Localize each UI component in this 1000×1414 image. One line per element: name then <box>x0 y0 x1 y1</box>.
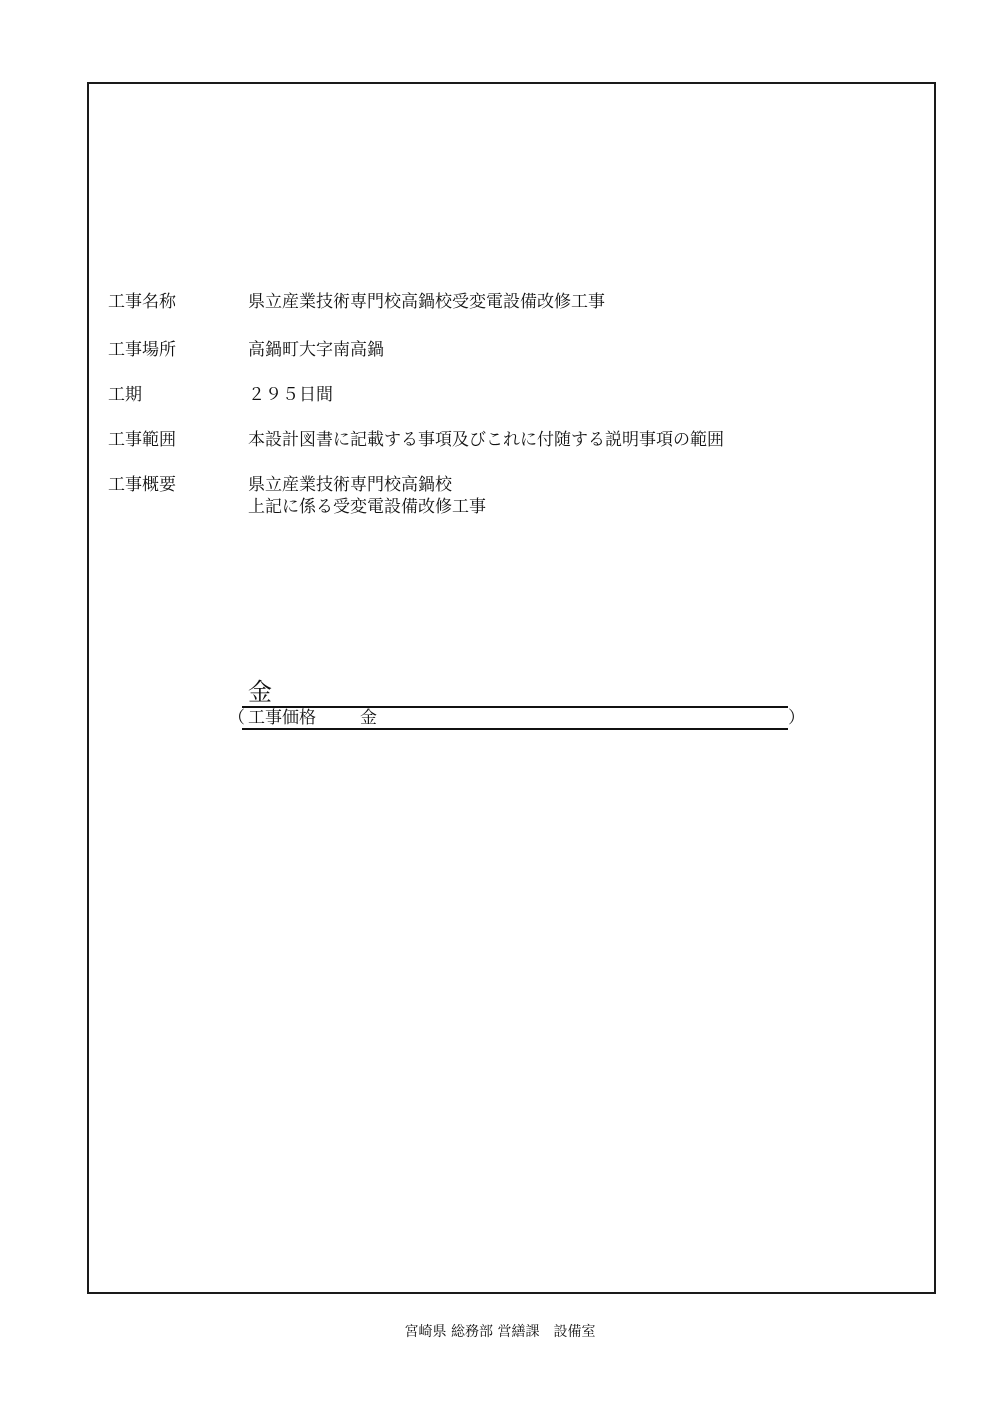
paren-open: （ <box>228 708 245 728</box>
field-value <box>248 339 384 361</box>
field-value-line: ２９５日間 <box>248 385 333 405</box>
amount-kin-heading: 金 <box>248 678 272 706</box>
field-value <box>248 474 486 518</box>
construction-price-row <box>228 707 808 729</box>
price-underline <box>242 728 788 730</box>
footer-department: 宮崎県 総務部 営繕課 設備室 <box>404 1324 596 1340</box>
field-value-line: 高鍋町大字南高鍋 <box>248 340 384 360</box>
price-label: 工事価格 <box>248 708 316 728</box>
field-label: 工事範囲 <box>108 430 176 450</box>
document-frame <box>87 82 936 1294</box>
field-label: 工事概要 <box>108 475 176 495</box>
field-value-line: 県立産業技術専門校高鍋校受変電設備改修工事 <box>248 292 605 312</box>
paren-close: ） <box>788 708 805 728</box>
field-label: 工期 <box>108 385 142 405</box>
field-label: 工事場所 <box>108 340 176 360</box>
field-value-line: 県立産業技術専門校高鍋校 <box>248 475 452 495</box>
field-label: 工事名称 <box>108 292 176 312</box>
field-value <box>248 291 605 313</box>
field-value <box>248 384 333 406</box>
field-value <box>248 429 724 451</box>
price-kin: 金 <box>360 708 377 728</box>
field-value-line: 本設計図書に記載する事項及びこれに付随する説明事項の範囲 <box>248 430 724 450</box>
field-value-line: 上記に係る受変電設備改修工事 <box>248 497 486 517</box>
